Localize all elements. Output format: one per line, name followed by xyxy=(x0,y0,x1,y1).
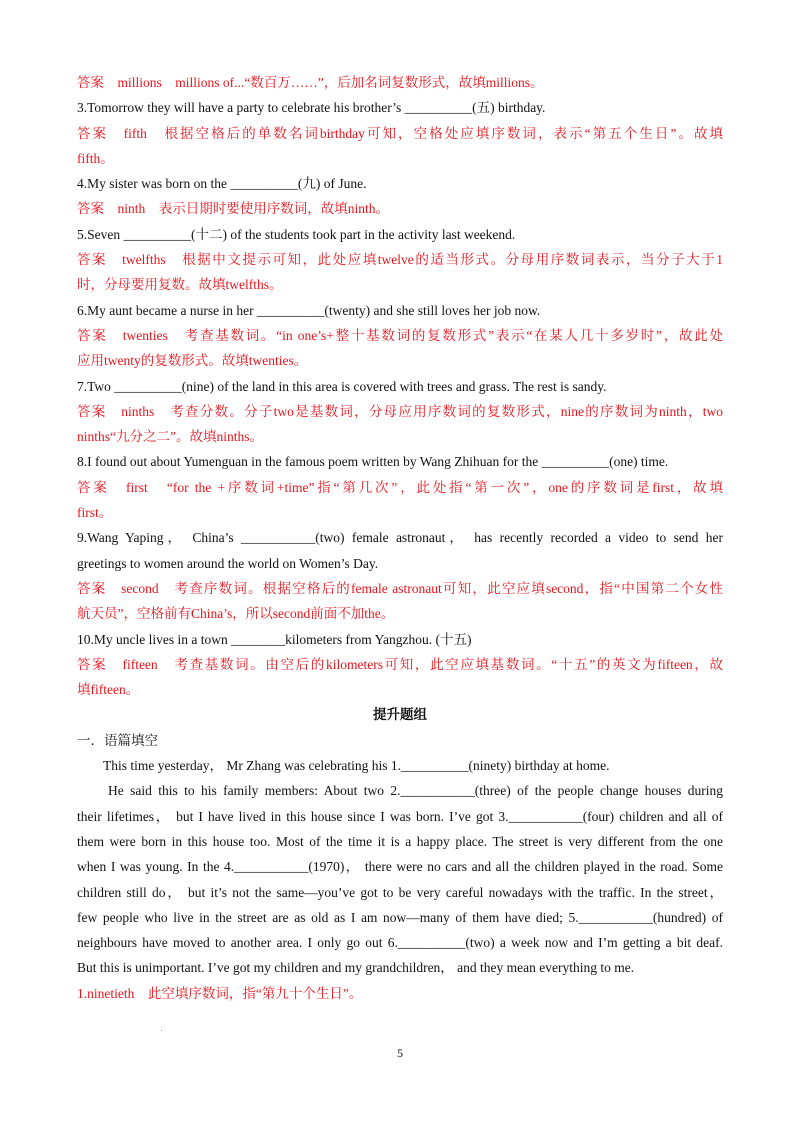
page-number: 5 xyxy=(397,1046,403,1060)
answer-line: 答案 twelfths 根据中文提示可知，此处应填twelve的适当形式。分母用序数词表示，当分子大于1 xyxy=(77,252,723,268)
question-line: 3.Tomorrow they will have a party to celebrate his brother’s __________(五) birthday. xyxy=(77,100,546,116)
answer-line: ninths“九分之二”。故填ninths。 xyxy=(77,429,263,445)
answer-line: 答案 fifteen 考查基数词。由空后的kilometers可知，此空应填基数词。“十五”的英文为fifteen，故 xyxy=(77,656,723,672)
answer-line: 航天员”，空格前有China’s，所以second前面不加the。 xyxy=(77,606,395,622)
question-line: 6.My aunt became a nurse in her __________(twenty) and she still loves her job now. xyxy=(77,302,541,318)
question-line: But this is unimportant. I’ve got my children and my grandchildren， and they mean everything to me. xyxy=(77,960,635,976)
question-line: This time yesterday， Mr Zhang was celebrating his 1.__________(ninety) birthday at home. xyxy=(103,758,610,774)
question-line: neighbours have moved to another area. I only go out 6.__________(two) a week now and I’m getting a bit deaf. xyxy=(77,935,723,951)
answer-line: 答案 millions millions of...“数百万……”，后加名词复数形式，故填millions。 xyxy=(77,75,544,90)
answer-line: 答案 second 考查序数词。根据空格后的female astronaut可知，此空应填second，指“中国第二个女性 xyxy=(77,580,723,596)
question-line: few people who live in the street are as old as I am now—many of them have died; 5.___________(hundred) of xyxy=(77,909,723,925)
question-line: 一．语篇填空 xyxy=(77,732,158,748)
question-line: 8.I found out about Yumenguan in the famous poem written by Wang Zhihuan for the __________(one) time. xyxy=(77,454,669,470)
document-content xyxy=(77,70,723,1006)
question-line: 7.Two __________(nine) of the land in this area is covered with trees and grass. The rest is sandy. xyxy=(77,378,607,394)
question-line: 10.My uncle lives in a town ________kilometers from Yangzhou. (十五) xyxy=(77,631,472,647)
section-heading: 提升题组 xyxy=(373,707,427,723)
answer-line: 答案 first “for the +序数词+time”指“第几次”，此处指“第一次”，one的序数词是first，故填 xyxy=(77,479,723,495)
question-line: 9.Wang Yaping， China’s ___________(two) female astronaut， has recently recorded a video to send her xyxy=(77,530,723,546)
question-line: when I was young. In the 4.___________(1970)， there were no cars and all the children played in the road. Some xyxy=(77,859,723,875)
question-line: greetings to women around the world on Women’s Day. xyxy=(77,555,379,571)
question-line: them were born in this house too. Most of the time it is a happy place. The street is very different from the one xyxy=(77,833,723,849)
answer-line: 答案 fifth 根据空格后的单数名词birthday可知，空格处应填序数词，表示“第五个生日”。故填 xyxy=(77,125,723,141)
question-line: 5.Seven __________(十二) of the students took part in the activity last weekend. xyxy=(77,226,516,242)
answer-line: 答案 twenties 考查基数词。“in one’s+整十基数词的复数形式”表示“在某人几十多岁时”，故此处 xyxy=(77,327,723,343)
answer-line: 应用twenty的复数形式。故填twenties。 xyxy=(77,353,308,369)
answer-line: 1.ninetieth 此空填序数词，指“第九十个生日”。 xyxy=(77,985,363,1001)
answer-line: fifth。 xyxy=(77,150,114,166)
question-line: 4.My sister was born on the __________(九) of June. xyxy=(77,176,367,192)
answer-line: 时，分母要用复数。故填twelfths。 xyxy=(77,277,283,293)
question-line: their lifetimes， but I have lived in this house since I was born. I’ve got 3.___________(four) children and all of xyxy=(77,808,723,824)
answer-line: 答案 ninth 表示日期时要使用序数词，故填ninth。 xyxy=(77,201,390,217)
question-line: He said this to his family members: About two 2.___________(three) of the people change houses during xyxy=(108,783,723,799)
answer-line: first。 xyxy=(77,505,113,521)
question-line: children still do， but it’s not the same—you’ve got to be very careful nowadays with the traffic. In the street， xyxy=(77,884,723,900)
answer-line: 答案 ninths 考查分数。分子two是基数词，分母应用序数词的复数形式，nine的序数词为ninth，two xyxy=(77,403,723,419)
answer-line: 填fifteen。 xyxy=(77,682,140,698)
scan-mark xyxy=(161,1030,162,1031)
